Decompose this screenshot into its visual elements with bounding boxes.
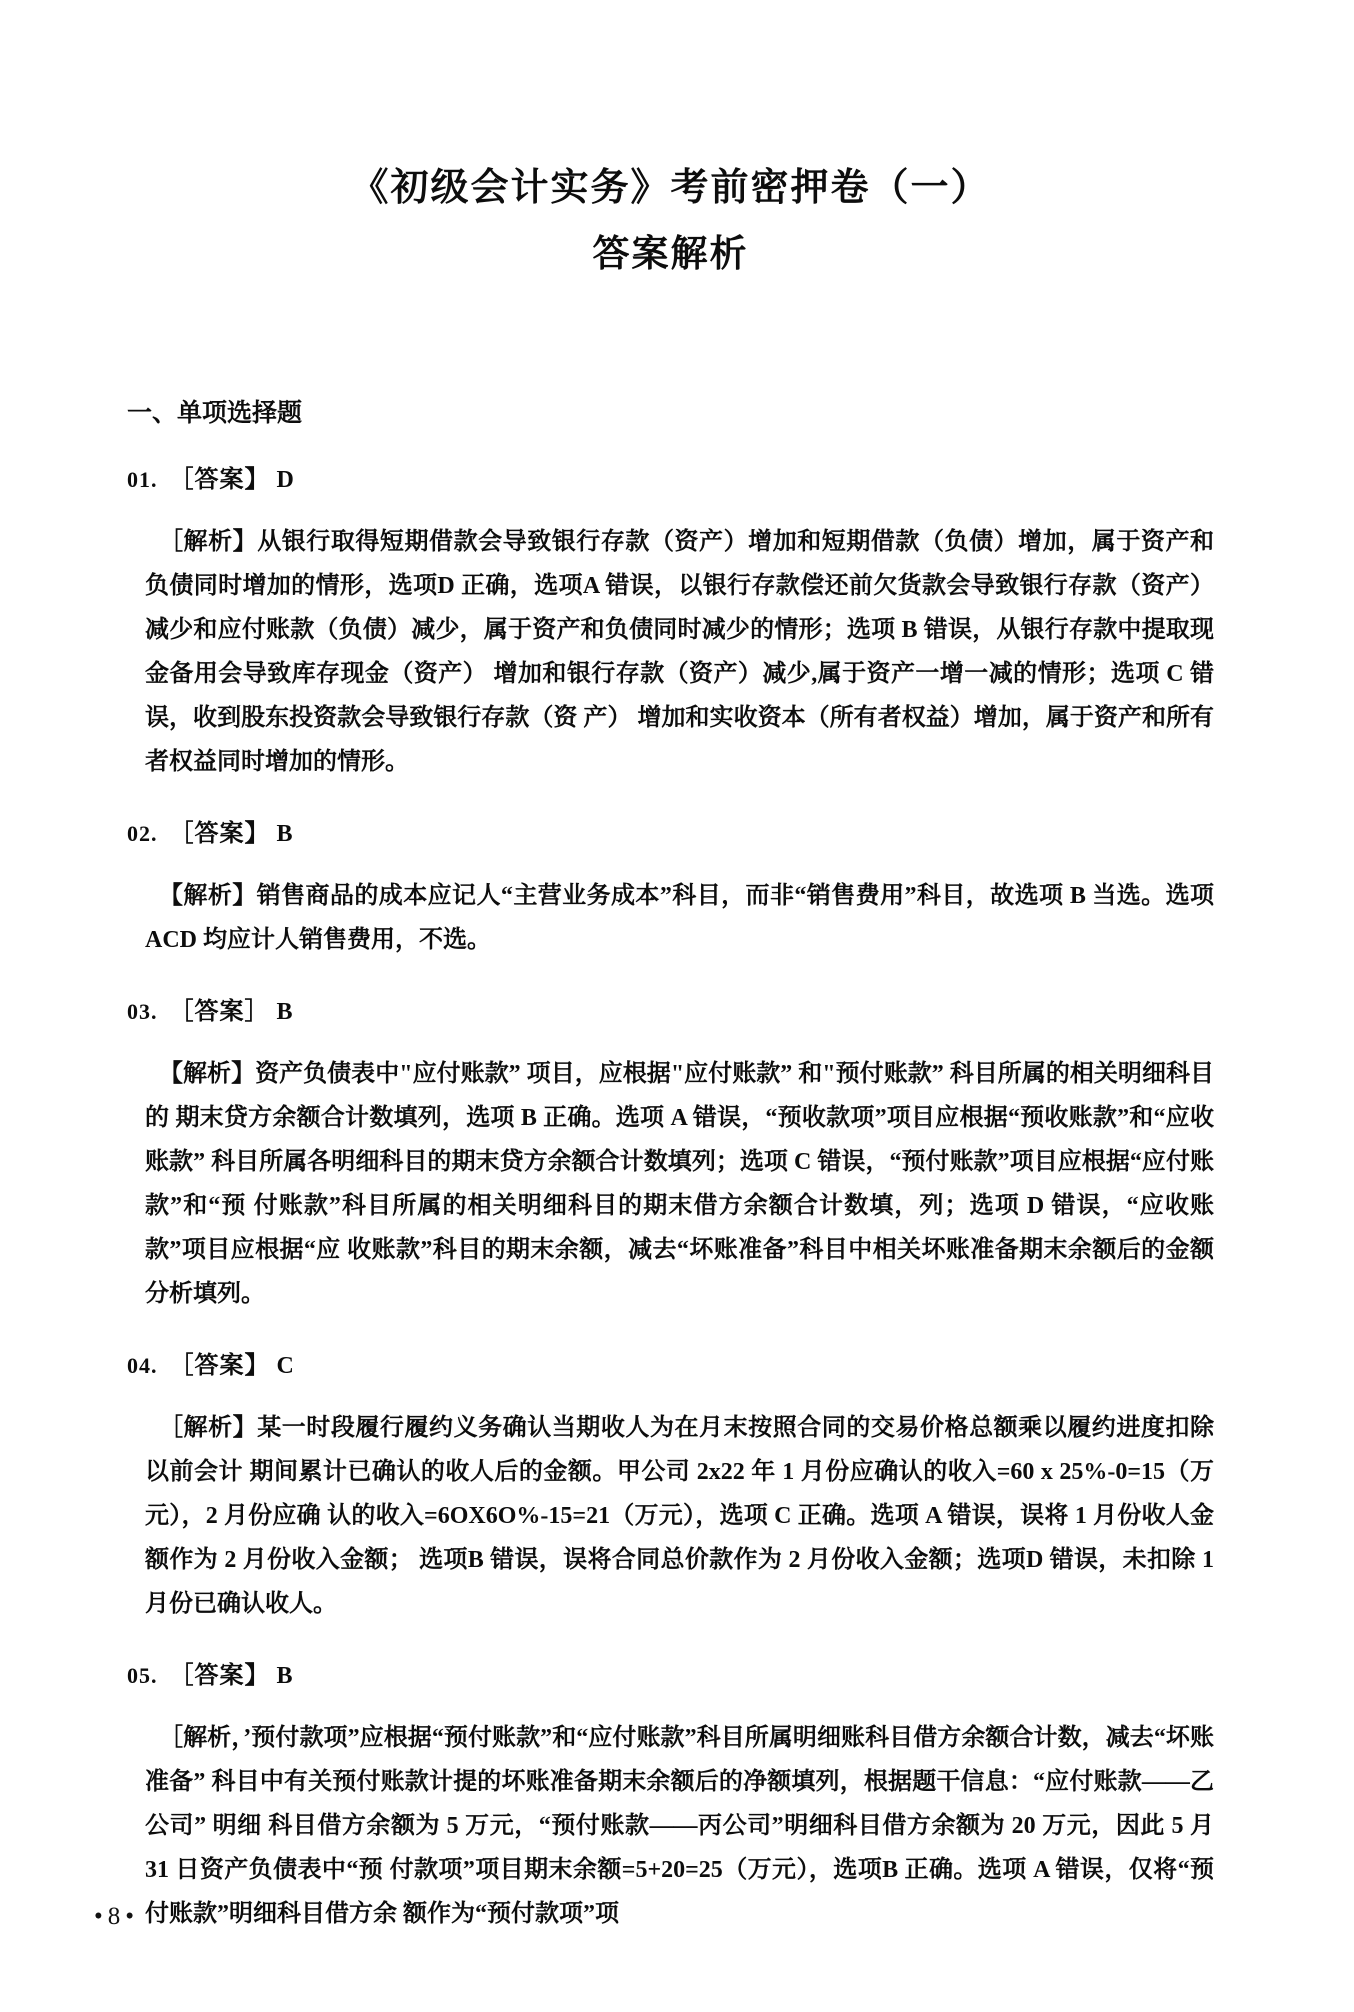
item-number: 02.	[127, 821, 158, 846]
answer-header	[127, 818, 1214, 850]
item-explanation: 【解析】销售商品的成本应记人“主营业务成本”科目，而非“销售费用”科目，故选项 B 当选。选项 ACD 均应计人销售费用，不选。	[145, 883, 1214, 953]
item-number: 05.	[127, 1663, 158, 1688]
answer-header	[127, 464, 1214, 496]
item-explanation: ［解析，’预付款项”应根据“预付账款”和“应付账款”科目所属明细账科目借方余额合计数，减去“坏账准备” 科目中有关预付账款计提的坏账准备期末余额后的净额填列，根据题干信息：“应付账款——乙公司” 明细 科目借方余额为 5 万元，“预付账款——丙公司”明细科目借方余额为 20 万元，因此 5 月 31 日资产负债表中“预 付款项”项目期末余额=5+20=25（万元），选项B 正确。选项 A 错误，仅将“预付账款”明细科目借方余 额作为“预付款项”项	[145, 1725, 1214, 1927]
item-number: 04.	[127, 1353, 158, 1378]
answer-label: ［答案】 B	[169, 1663, 294, 1689]
item-explanation: 【解析】资产负债表中"应付账款” 项目，应根据"应付账款” 和"预付账款” 科目所属的相关明细科目的 期末贷方余额合计数填列，选项 B 正确。选项 A 错误，“预收款项”项目应根据“预收账款”和“应收账款” 科目所属各明细科目的期末贷方余额合计数填列；选项 C 错误，“预付账款”项目应根据“应付账款”和“预 付账款”科目所属的相关明细科目的期末借方余额合计数填，列；选项 D 错误，“应收账款”项目应根据“应 收账款”科目的期末余额，减去“坏账准备”科目中相关坏账准备期末余额后的金额分析填列。	[145, 1061, 1214, 1307]
document-subtitle: 答案解析	[592, 234, 749, 275]
answer-label: ［答案］ B	[169, 999, 294, 1025]
answer-label: ［答案】 B	[169, 821, 294, 847]
section-heading: 一、单项选择题	[127, 400, 303, 427]
answer-item-02	[127, 818, 1214, 962]
answer-header	[127, 996, 1214, 1028]
answer-label: ［答案】 D	[169, 467, 295, 493]
item-explanation: ［解析】某一时段履行履约义务确认当期收人为在月末按照合同的交易价格总额乘以履约进度扣除以前会计 期间累计已确认的收人后的金额。甲公司 2x22 年 1 月份应确认的收入=60 x 25%-0=15（万元），2 月份应确 认的收入=6OX6O%-15=21（万元），选项 C 正确。选项 A 错误，误将 1 月份收人金额作为 2 月份收入金额； 选项B 错误，误将合同总价款作为 2 月份收入金额；选项D 错误，未扣除 1 月份已确认收人。	[145, 1415, 1214, 1617]
answer-item-04	[127, 1350, 1214, 1626]
answer-item-03	[127, 996, 1214, 1316]
document-title: 《初级会计实务》考前密押卷（一）	[350, 167, 991, 209]
page-number: •8•	[94, 1903, 140, 1930]
answer-header	[127, 1350, 1214, 1382]
answer-header	[127, 1660, 1214, 1692]
item-number: 01.	[127, 467, 158, 492]
item-number: 03.	[127, 999, 158, 1024]
answer-item-01	[127, 464, 1214, 784]
answer-item-05	[127, 1660, 1214, 1936]
answer-label: ［答案】 C	[169, 1353, 295, 1379]
item-explanation: ［解析】从银行取得短期借款会导致银行存款（资产）增加和短期借款（负债）增加，属于资产和负债同时增加的情形，选项D 正确，选项A 错误，以银行存款偿还前欠货款会导致银行存款（资产）减少和应付账款（负债）减少，属于资产和负债同时减少的情形；选项 B 错误，从银行存款中提取现金备用会导致库存现金（资产） 增加和银行存款（资产）减少,属于资产一增一减的情形；选项 C 错误，收到股东投资款会导致银行存款（资 产） 增加和实收资本（所有者权益）增加，属于资产和所有者权益同时增加的情形。	[145, 529, 1214, 775]
